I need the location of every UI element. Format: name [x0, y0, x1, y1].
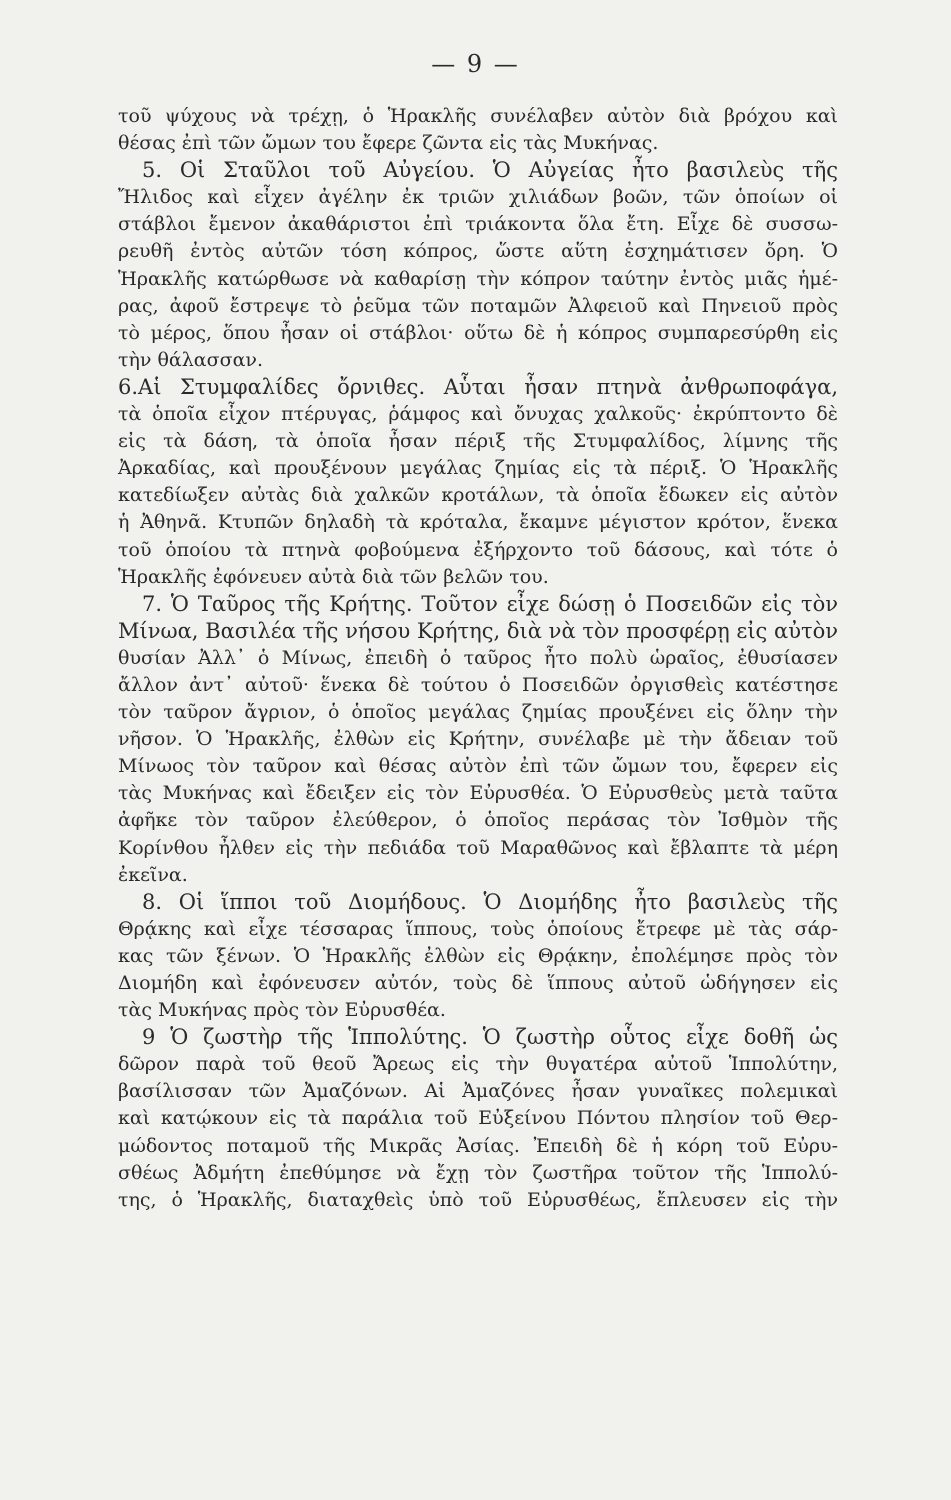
text-line: κατεδίωξεν αὐτὰς διὰ χαλκῶν κροτάλων, τὰ ὁποῖα ἔδωκεν εἰς αὐτὸν: [118, 484, 838, 507]
text-line: δῶρον παρὰ τοῦ θεοῦ Ἄρεως εἰς τὴν θυγατέρα αὐτοῦ Ἱππολύτην,: [118, 1053, 838, 1076]
text-line: Θρᾴκης καὶ εἶχε τέσσαρας ἵππους, τοὺς ὁποίους ἔτρεφε μὲ τὰς σάρ-: [118, 917, 838, 940]
text-line: Ἀρκαδίας, καὶ προυξένουν μεγάλας ζημίας εἰς τὰ πέριξ. Ὁ Ἡρακλῆς: [118, 457, 838, 480]
text-line: κας τῶν ξένων. Ὁ Ἡρακλῆς ἐλθὼν εἰς Θρᾴκην, ἐπολέμησε πρὸς τὸν: [118, 944, 838, 967]
text-line: ἐκεῖνα.: [118, 863, 188, 886]
text-line: μώδοντος ποταμοῦ τῆς Μικρᾶς Ἀσίας. Ἐπειδὴ δὲ ἡ κόρη τοῦ Εὐρυ-: [118, 1134, 838, 1157]
text-line: τὰς Μυκήνας πρὸς τὸν Εὐρυσθέα.: [118, 999, 446, 1022]
text-line: καὶ κατῴκουν εἰς τὰ παράλια τοῦ Εὐξείνου Πόντου πλησίον τοῦ Θερ-: [118, 1107, 838, 1130]
text-line: ρας, ἀφοῦ ἔστρεψε τὸ ῥεῦμα τῶν ποταμῶν Ἀλφειοῦ καὶ Πηνειοῦ πρὸς: [118, 294, 838, 317]
section-heading-line: 8. Οἱ ἵπποι τοῦ Διομήδους. Ὁ Διομήδης ἦτο βασιλεὺς τῆς: [142, 889, 838, 914]
text-line: της, ὁ Ἡρακλῆς, διαταχθεὶς ὑπὸ τοῦ Εὐρυσθέως, ἔπλευσεν εἰς τὴν: [118, 1188, 838, 1211]
text-line: Ἡρακλῆς ἐφόνευεν αὐτὰ διὰ τῶν βελῶν του.: [118, 565, 549, 588]
text-line: εἰς τὰ δάση, τὰ ὁποῖα ἦσαν πέριξ τῆς Στυμφαλίδος, λίμνης τῆς: [118, 430, 838, 453]
text-line: Μίνωος τὸν ταῦρον καὶ θέσας αὐτὸν ἐπὶ τῶν ὤμων του, ἔφερεν εἰς: [118, 755, 838, 778]
text-line: θέσας ἐπὶ τῶν ὤμων του ἔφερε ζῶντα εἰς τὰς Μυκήνας.: [118, 132, 659, 155]
text-line: Ἤλιδος καὶ εἶχεν ἀγέλην ἐκ τριῶν χιλιάδων βοῶν, τῶν ὁποίων οἱ: [118, 186, 838, 209]
text-line: τὰς Μυκήνας καὶ ἔδειξεν εἰς τὸν Εὐρυσθέα. Ὁ Εὐρυσθεὺς μετὰ ταῦτα: [118, 782, 838, 805]
text-line: Ἡρακλῆς κατώρθωσε νὰ καθαρίσῃ τὴν κόπρον ταύτην ἐντὸς μιᾶς ἡμέ-: [118, 267, 838, 290]
text-line: ἀφῆκε τὸν ταῦρον ἐλεύθερον, ὁ ὁποῖος περάσας τὸν Ἰσθμὸν τῆς: [118, 809, 838, 832]
text-line: θυσίαν Ἀλλ᾽ ὁ Μίνως, ἐπειδὴ ὁ ταῦρος ἦτο πολὺ ὡραῖος, ἐθυσίασεν: [118, 646, 838, 669]
section-heading-line: 5. Οἱ Σταῦλοι τοῦ Αὐγείου. Ὁ Αὐγείας ἦτο βασιλεὺς τῆς: [142, 158, 838, 183]
text-line: Διομήδη καὶ ἐφόνευσεν αὐτόν, τοὺς δὲ ἵππους αὐτοῦ ὡδήγησεν εἰς: [118, 972, 838, 994]
text-line: τὸν ταῦρον ἄγριον, ὁ ὁποῖος μεγάλας ζημίας προυξένει εἰς ὅλην τὴν: [118, 701, 838, 724]
text-line: νῆσον. Ὁ Ἡρακλῆς, ἐλθὼν εἰς Κρήτην, συνέλαβε μὲ τὴν ἄδειαν τοῦ: [118, 728, 838, 751]
text-line: στάβλοι ἔμενον ἀκαθάριστοι ἐπὶ τριάκοντα ὅλα ἔτη. Εἶχε δὲ συσσω-: [118, 213, 838, 236]
text-line: ἄλλον ἀντ᾽ αὐτοῦ· ἕνεκα δὲ τούτου ὁ Ποσειδῶν ὀργισθεὶς κατέστησε: [118, 673, 838, 696]
text-line: βασίλισσαν τῶν Ἀμαζόνων. Αἱ Ἀμαζόνες ἦσαν γυναῖκες πολεμικαὶ: [118, 1080, 838, 1103]
page-number: — 9 —: [431, 50, 520, 78]
body-text: [118, 103, 838, 1214]
text-line: τοῦ ψύχους νὰ τρέχῃ, ὁ Ἡρακλῆς συνέλαβεν αὐτὸν διὰ βρόχου καὶ: [118, 105, 838, 127]
text-line: Κορίνθου ἦλθεν εἰς τὴν πεδιάδα τοῦ Μαραθῶνος καὶ ἔβλαπτε τὰ μέρη: [118, 836, 838, 859]
text-line: τὴν θάλασσαν.: [118, 348, 263, 371]
text-line: τὸ μέρος, ὅπου ἦσαν οἱ στάβλοι· οὕτω δὲ ἡ κόπρος συμπαρεσύρθη εἰς: [118, 321, 838, 344]
text-line: ρευθῆ ἐντὸς αὐτῶν τόση κόπρος, ὥστε αὕτη ἐσχημάτισεν ὄρη. Ὁ: [118, 240, 838, 263]
text-line: ἡ Ἀθηνᾶ. Κτυπῶν δηλαδὴ τὰ κρόταλα, ἔκαμνε μέγιστον κρότον, ἕνεκα: [118, 511, 838, 534]
text-line: τὰ ὁποῖα εἶχον πτέρυγας, ῥάμφος καὶ ὄνυχας χαλκοῦς· ἐκρύπτοντο δὲ: [118, 403, 838, 426]
text-line: τοῦ ὁποίου τὰ πτηνὰ φοβούμενα ἐξήρχοντο τοῦ δάσους, καὶ τότε ὁ: [118, 538, 838, 561]
text-line: Μίνωα, Βασιλέα τῆς νήσου Κρήτης, διὰ νὰ τὸν προσφέρῃ εἰς αὐτὸν: [118, 618, 838, 643]
section-heading-line: 9 Ὁ ζωστὴρ τῆς Ἱππολύτης. Ὁ ζωστὴρ οὗτος εἶχε δοθῆ ὡς: [142, 1025, 838, 1050]
text-line: σθέως Ἀδμήτη ἐπεθύμησε νὰ ἔχῃ τὸν ζωστῆρα τοῦτον τῆς Ἱππολύ-: [118, 1161, 838, 1184]
section-heading-line: 7. Ὁ Ταῦρος τῆς Κρήτης. Τοῦτον εἶχε δώσῃ ὁ Ποσειδῶν εἰς τὸν: [142, 591, 838, 616]
section-heading-line: 6.Αἱ Στυμφαλίδες ὄρνιθες. Αὗται ἦσαν πτηνὰ ἀνθρωποφάγα,: [118, 374, 838, 399]
